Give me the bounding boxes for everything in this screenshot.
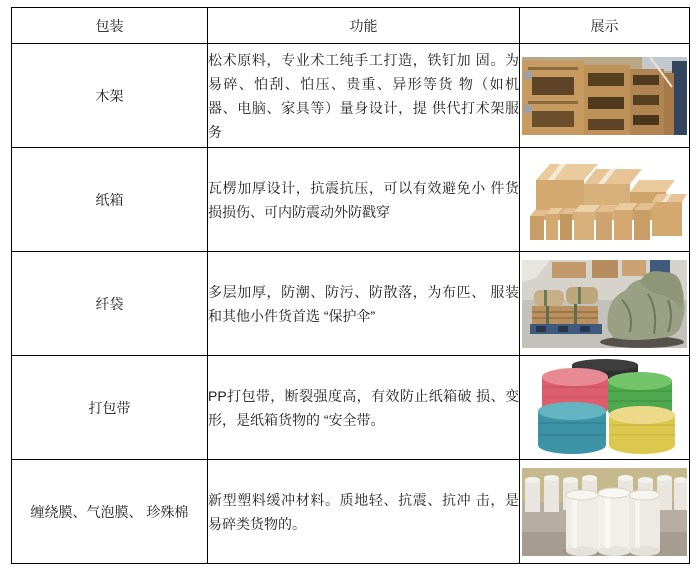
table-row-wooden-frame	[12, 44, 690, 148]
display-cell	[520, 460, 690, 564]
packaging-table	[11, 7, 690, 564]
function-cell: 瓦楞加厚设计，抗震抗压，可以有效避免小 件货损损伤、可内防震动外防戳穿	[208, 148, 520, 252]
header-display: 展示	[520, 8, 690, 44]
display-cell	[520, 148, 690, 252]
stretch-film-rolls-photo	[522, 468, 687, 556]
display-cell	[520, 356, 690, 460]
packaging-cell: 纸箱	[12, 148, 208, 252]
header-packaging: 包装	[12, 8, 208, 44]
function-cell: 新型塑料缓冲材料。质地轻、抗震、抗冲 击，是易碎类货物的。	[208, 460, 520, 564]
packaging-cell: 木架	[12, 44, 208, 148]
header-function: 功能	[208, 8, 520, 44]
function-cell: 多层加厚，防潮、防污、防散落，为布匹、 服装和其他小件货首选 “保护伞”	[208, 252, 520, 356]
display-cell	[520, 252, 690, 356]
packaging-cell: 缠绕膜、气泡膜、 珍殊棉	[12, 460, 208, 564]
display-cell	[520, 44, 690, 148]
packaging-cell: 打包带	[12, 356, 208, 460]
header-row	[12, 8, 690, 44]
strapping-rolls-photo	[530, 359, 680, 456]
packaging-cell: 纤袋	[12, 252, 208, 356]
wooden-crates-photo	[522, 57, 687, 135]
function-cell: PP打包带，断裂强度高，有效防止纸箱破 损、变形，是纸箱货物的 “安全带。	[208, 356, 520, 460]
table-row-carton	[12, 148, 690, 252]
function-cell: 松术原料，专业术工纯手工打造，铁钉加 固。为易碎、怕刮、怕压、贵重、异形等货 物（如机器、电脑、家具等）量身设计，提 供代打术架服务	[208, 44, 520, 148]
cardboard-boxes-photo	[522, 154, 687, 246]
table-row-strapping	[12, 356, 690, 460]
table-row-fiber-bag	[12, 252, 690, 356]
table-row-films	[12, 460, 690, 564]
woven-bags-photo	[522, 260, 687, 348]
